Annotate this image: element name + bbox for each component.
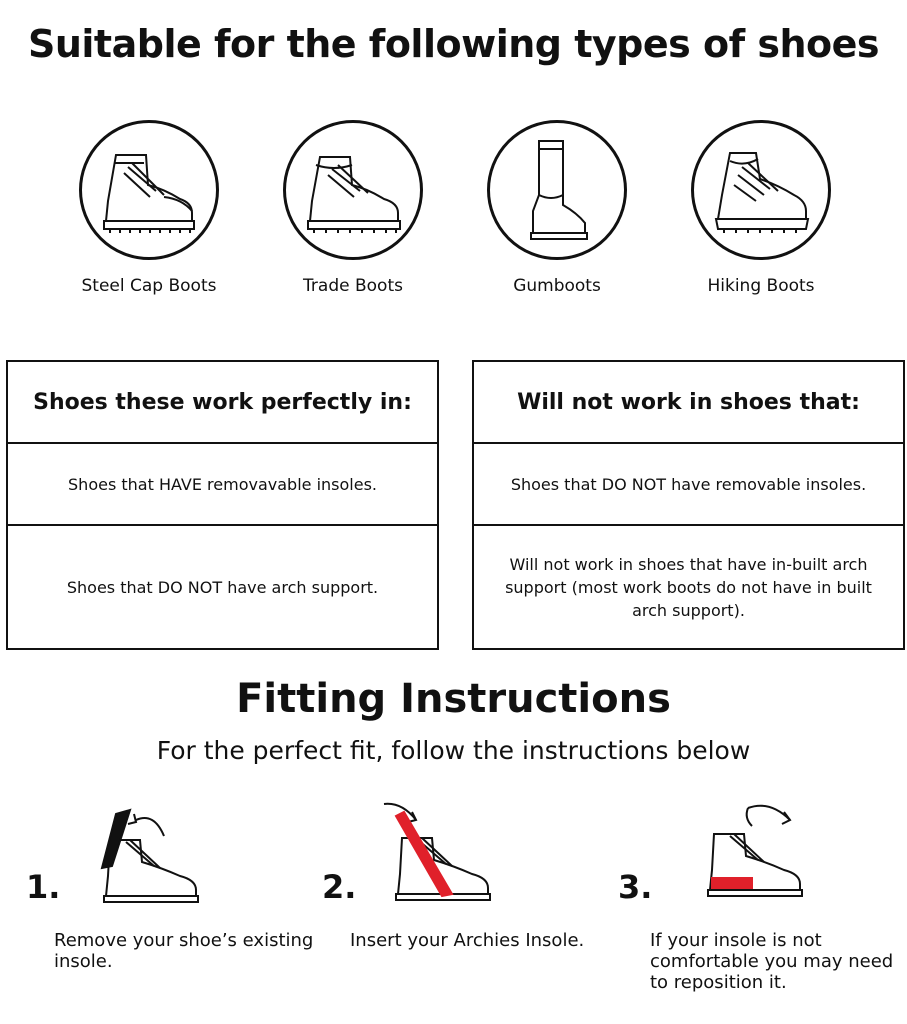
shoe-label: Hiking Boots: [707, 276, 815, 296]
not-works-table: [472, 360, 905, 650]
trade-boot-icon: [283, 120, 423, 260]
shoe-type-trade: [268, 120, 438, 296]
shoe-label: Steel Cap Boots: [81, 276, 217, 296]
shoe-type-gumboot: [472, 120, 642, 296]
step-text: Remove your shoe’s existing insole.: [54, 930, 314, 972]
shoe-type-hiking: [676, 120, 846, 296]
works-table: [6, 360, 439, 650]
step-number: 3.: [618, 868, 653, 906]
fitting-subtitle: For the perfect fit, follow the instructions below: [156, 736, 751, 765]
hiking-boot-icon: [691, 120, 831, 260]
step-text: Insert your Archies Insole.: [350, 930, 585, 951]
shoe-type-steel-cap: [64, 120, 234, 296]
works-heading: Shoes these work perfectly in:: [8, 362, 437, 444]
shoe-label: Trade Boots: [303, 276, 403, 296]
insert-insole-icon: [382, 796, 512, 910]
shoe-label: Gumboots: [513, 276, 601, 296]
page-title: Suitable for the following types of shoes: [27, 22, 879, 66]
reposition-insole-icon: [704, 798, 824, 912]
step-text: If your insole is not comfortable you may need to reposition it.: [650, 930, 894, 993]
works-row: Shoes that HAVE removavable insoles.: [8, 444, 437, 526]
fitting-title: Fitting Instructions: [236, 676, 671, 722]
shoe-types: [0, 120, 907, 310]
gumboot-icon: [487, 120, 627, 260]
steel-cap-boot-icon: [79, 120, 219, 260]
not-works-row: Shoes that DO NOT have removable insoles.: [474, 444, 903, 526]
not-works-row: Will not work in shoes that have in-built arch support (most work boots do not have in built arch support).: [505, 554, 872, 620]
remove-insole-icon: [100, 806, 220, 910]
works-row: Shoes that DO NOT have arch support.: [66, 577, 379, 597]
step-number: 1.: [26, 868, 61, 906]
not-works-heading: Will not work in shoes that:: [474, 362, 903, 444]
step-number: 2.: [322, 868, 357, 906]
